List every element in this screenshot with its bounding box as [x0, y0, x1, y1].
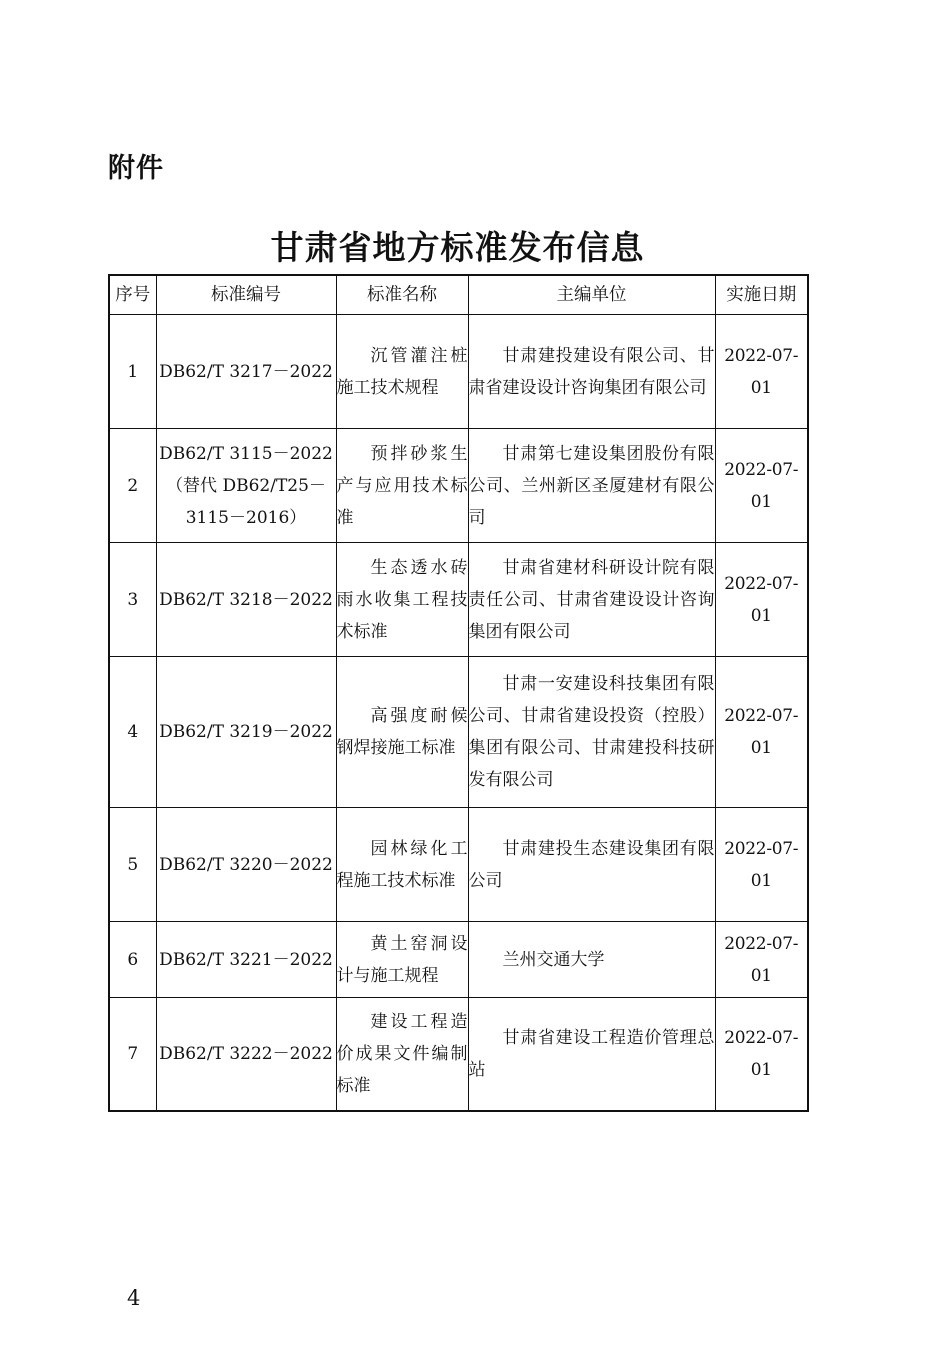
row-code [156, 543, 336, 657]
row-code [156, 998, 336, 1111]
header-date: 实施日期 [715, 275, 808, 315]
header-seq: 序号 [109, 275, 156, 315]
row-name: 预拌砂浆生产与应用技术标准 [336, 429, 468, 543]
row-name: 建设工程造价成果文件编制标准 [336, 998, 468, 1111]
table-row [109, 543, 808, 657]
header-code: 标准编号 [156, 275, 336, 315]
row-date: 2022-07-01 [715, 998, 808, 1111]
row-date: 2022-07-01 [715, 543, 808, 657]
row-seq: 7 [109, 998, 156, 1111]
row-name: 沉管灌注桩施工技术规程 [336, 315, 468, 429]
row-date: 2022-07-01 [715, 429, 808, 543]
table-row [109, 657, 808, 808]
row-date: 2022-07-01 [715, 315, 808, 429]
standards-table [108, 274, 809, 1112]
table-header-row [109, 275, 808, 315]
page-title: 甘肃省地方标准发布信息 [270, 228, 645, 267]
code-replaces-line: （替代 DB62/T25－ [166, 475, 326, 496]
row-org: 兰州交通大学 [468, 922, 715, 998]
row-code [156, 808, 336, 922]
row-org: 甘肃建投建设有限公司、甘肃省建设设计咨询集团有限公司 [468, 315, 715, 429]
row-date: 2022-07-01 [715, 922, 808, 998]
row-seq: 6 [109, 922, 156, 998]
row-org: 甘肃省建设工程造价管理总站 [468, 998, 715, 1111]
table-row [109, 808, 808, 922]
code-line: DB62/T 3218－2022 [159, 589, 333, 610]
code-line: DB62/T 3222－2022 [159, 1043, 333, 1064]
row-date: 2022-07-01 [715, 657, 808, 808]
table-row [109, 315, 808, 429]
code-line: DB62/T 3221－2022 [159, 949, 333, 970]
row-seq: 5 [109, 808, 156, 922]
code-line: DB62/T 3220－2022 [159, 854, 333, 875]
code-line: DB62/T 3219－2022 [159, 722, 333, 742]
row-name: 黄土窑洞设计与施工规程 [336, 922, 468, 998]
code-line: DB62/T 3217－2022 [159, 361, 333, 382]
row-seq: 4 [109, 657, 156, 808]
page-number: 4 [127, 1286, 141, 1310]
table-row [109, 998, 808, 1111]
row-seq: 3 [109, 543, 156, 657]
row-date: 2022-07-01 [715, 808, 808, 922]
row-seq: 1 [109, 315, 156, 429]
row-org: 甘肃第七建设集团股份有限公司、兰州新区圣厦建材有限公司 [468, 429, 715, 543]
row-org: 甘肃建投生态建设集团有限公司 [468, 808, 715, 922]
row-code [156, 922, 336, 998]
attachment-label: 附件 [108, 153, 164, 184]
table-row [109, 922, 808, 998]
header-name: 标准名称 [336, 275, 468, 315]
row-code [156, 315, 336, 429]
row-org: 甘肃一安建设科技集团有限公司、甘肃省建设投资（控股）集团有限公司、甘肃建投科技研发有限公司 [468, 657, 715, 808]
row-seq: 2 [109, 429, 156, 543]
code-line: DB62/T 3115－2022 [159, 443, 333, 464]
code-replaces-line: 3115－2016） [185, 507, 307, 528]
header-org: 主编单位 [468, 275, 715, 315]
row-code [156, 429, 336, 543]
row-org: 甘肃省建材科研设计院有限责任公司、甘肃省建设设计咨询集团有限公司 [468, 543, 715, 657]
row-name: 园林绿化工程施工技术标准 [336, 808, 468, 922]
row-name: 高强度耐候钢焊接施工标准 [336, 657, 468, 808]
row-code [156, 657, 336, 808]
table-row [109, 429, 808, 543]
row-name: 生态透水砖雨水收集工程技术标准 [336, 543, 468, 657]
